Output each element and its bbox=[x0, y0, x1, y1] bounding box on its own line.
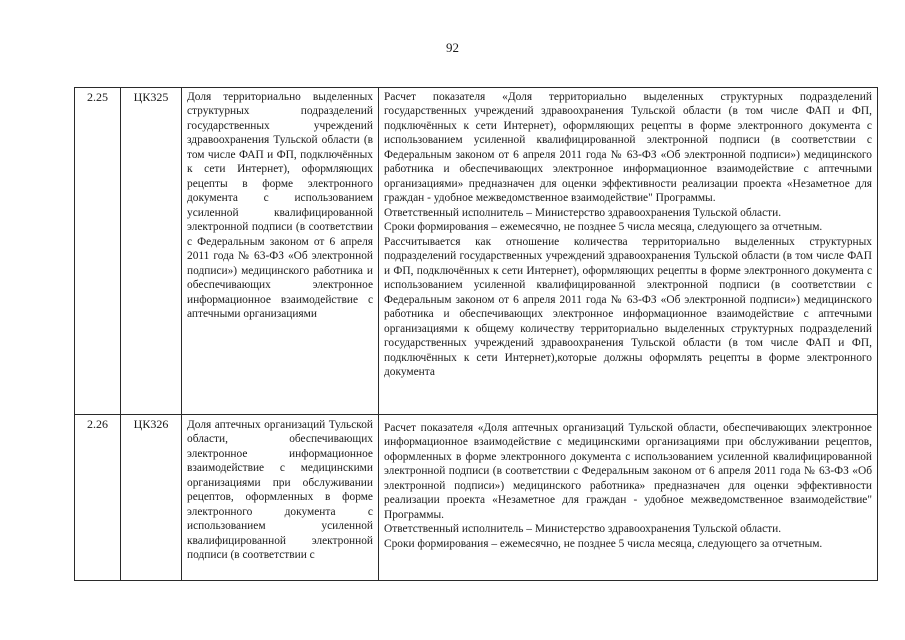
description-paragraph: Сроки формирования – ежемесячно, не позднее 5 числа месяца, следующего за отчетным. bbox=[384, 537, 823, 550]
description-paragraph: Ответственный исполнитель – Министерство здравоохранения Тульской области. bbox=[384, 523, 782, 536]
indicator-description bbox=[379, 415, 878, 581]
description-paragraph: Ответственный исполнитель – Министерство здравоохранения Тульской области. bbox=[384, 206, 782, 219]
table-row bbox=[75, 415, 878, 581]
indicator-code: ЦК325 bbox=[121, 88, 182, 415]
indicator-description bbox=[379, 88, 878, 415]
description-paragraph: Рассчитывается как отношение количества территориально выделенных структурных подразделений государственных учреждений здравоохранения Тульской области (в том числе ФАП и ФП, подключённых к сети Интернет), оформляющих рецепты в форме электронного документа с использованием усиленной квалифицированной электронной подписи (в соответствии с Федеральным законом от 6 апреля 2011 года № 63-ФЗ «Об электронной подписи») медицинского работника и обеспечивающих электронное информационное взаимодействие с аптечными организациями к общему количеству территориально выделенных структурных подразделений государственных учреждений здравоохранения Тульской области (в том числе ФАП и ФП, подключённых к сети Интернет),которые должны оформлять рецепты в форме электронного документа bbox=[384, 235, 872, 379]
description-paragraph: Расчет показателя «Доля территориально выделенных структурных подразделений государственных учреждений здравоохранения Тульской области (в том числе ФАП и ФП, подключённых к сети Интернет), оформляющих рецепты в форме электронного документа с использованием усиленной квалифицированной электронной подписи (в соответствии с Федеральным законом от 6 апреля 2011 года № 63-ФЗ «Об электронной подписи») медицинского работника и обеспечивающих электронное информационное взаимодействие с аптечными организациями» предназначен для оценки эффективности реализации проекта «Незаметное для граждан - удобное межведомственное взаимодействие" Программы. bbox=[384, 91, 872, 205]
indicators-table bbox=[74, 87, 878, 581]
indicator-name: Доля территориально выделенных структурных подразделений государственных учреждений здравоохранения Тульской области (в том числе ФАП и ФП, подключённых к сети Интернет), оформляющих рецепты в форме электронного документа с использованием усиленной квалифицированной электронной подписи (в соответствии с Федеральным законом от 6 апреля 2011 года № 63-ФЗ «Об электронной подписи») медицинского работника и обеспечивающих электронное информационное взаимодействие с аптечными организациями bbox=[182, 88, 379, 415]
indicator-name: Доля аптечных организаций Тульской области, обеспечивающих электронное информационное взаимодействие с медицинскими организациями при обслуживании рецептов, оформленных в форме электронного документа с использованием усиленной квалифицированной электронной подписи (в соответствии с bbox=[182, 415, 379, 581]
description-paragraph: Расчет показателя «Доля аптечных организаций Тульской области, обеспечивающих электронное информационное взаимодействие с медицинскими организациями при обслуживании рецептов, оформленных в форме электронного документа с использованием усиленной квалифицированной электронной подписи (в соответствии с Федеральным законом от 6 апреля 2011 года № 63-ФЗ «Об электронной подписи») медицинского работника» предназначен для оценки эффективности реализации проекта «Незаметное для граждан - удобное межведомственное взаимодействие" Программы. bbox=[384, 422, 872, 521]
indicator-code: ЦК326 bbox=[121, 415, 182, 581]
row-number: 2.26 bbox=[75, 415, 121, 581]
description-paragraph: Сроки формирования – ежемесячно, не позднее 5 числа месяца, следующего за отчетным. bbox=[384, 221, 823, 234]
row-number: 2.25 bbox=[75, 88, 121, 415]
page-number: 92 bbox=[446, 40, 459, 55]
table-row bbox=[75, 88, 878, 415]
